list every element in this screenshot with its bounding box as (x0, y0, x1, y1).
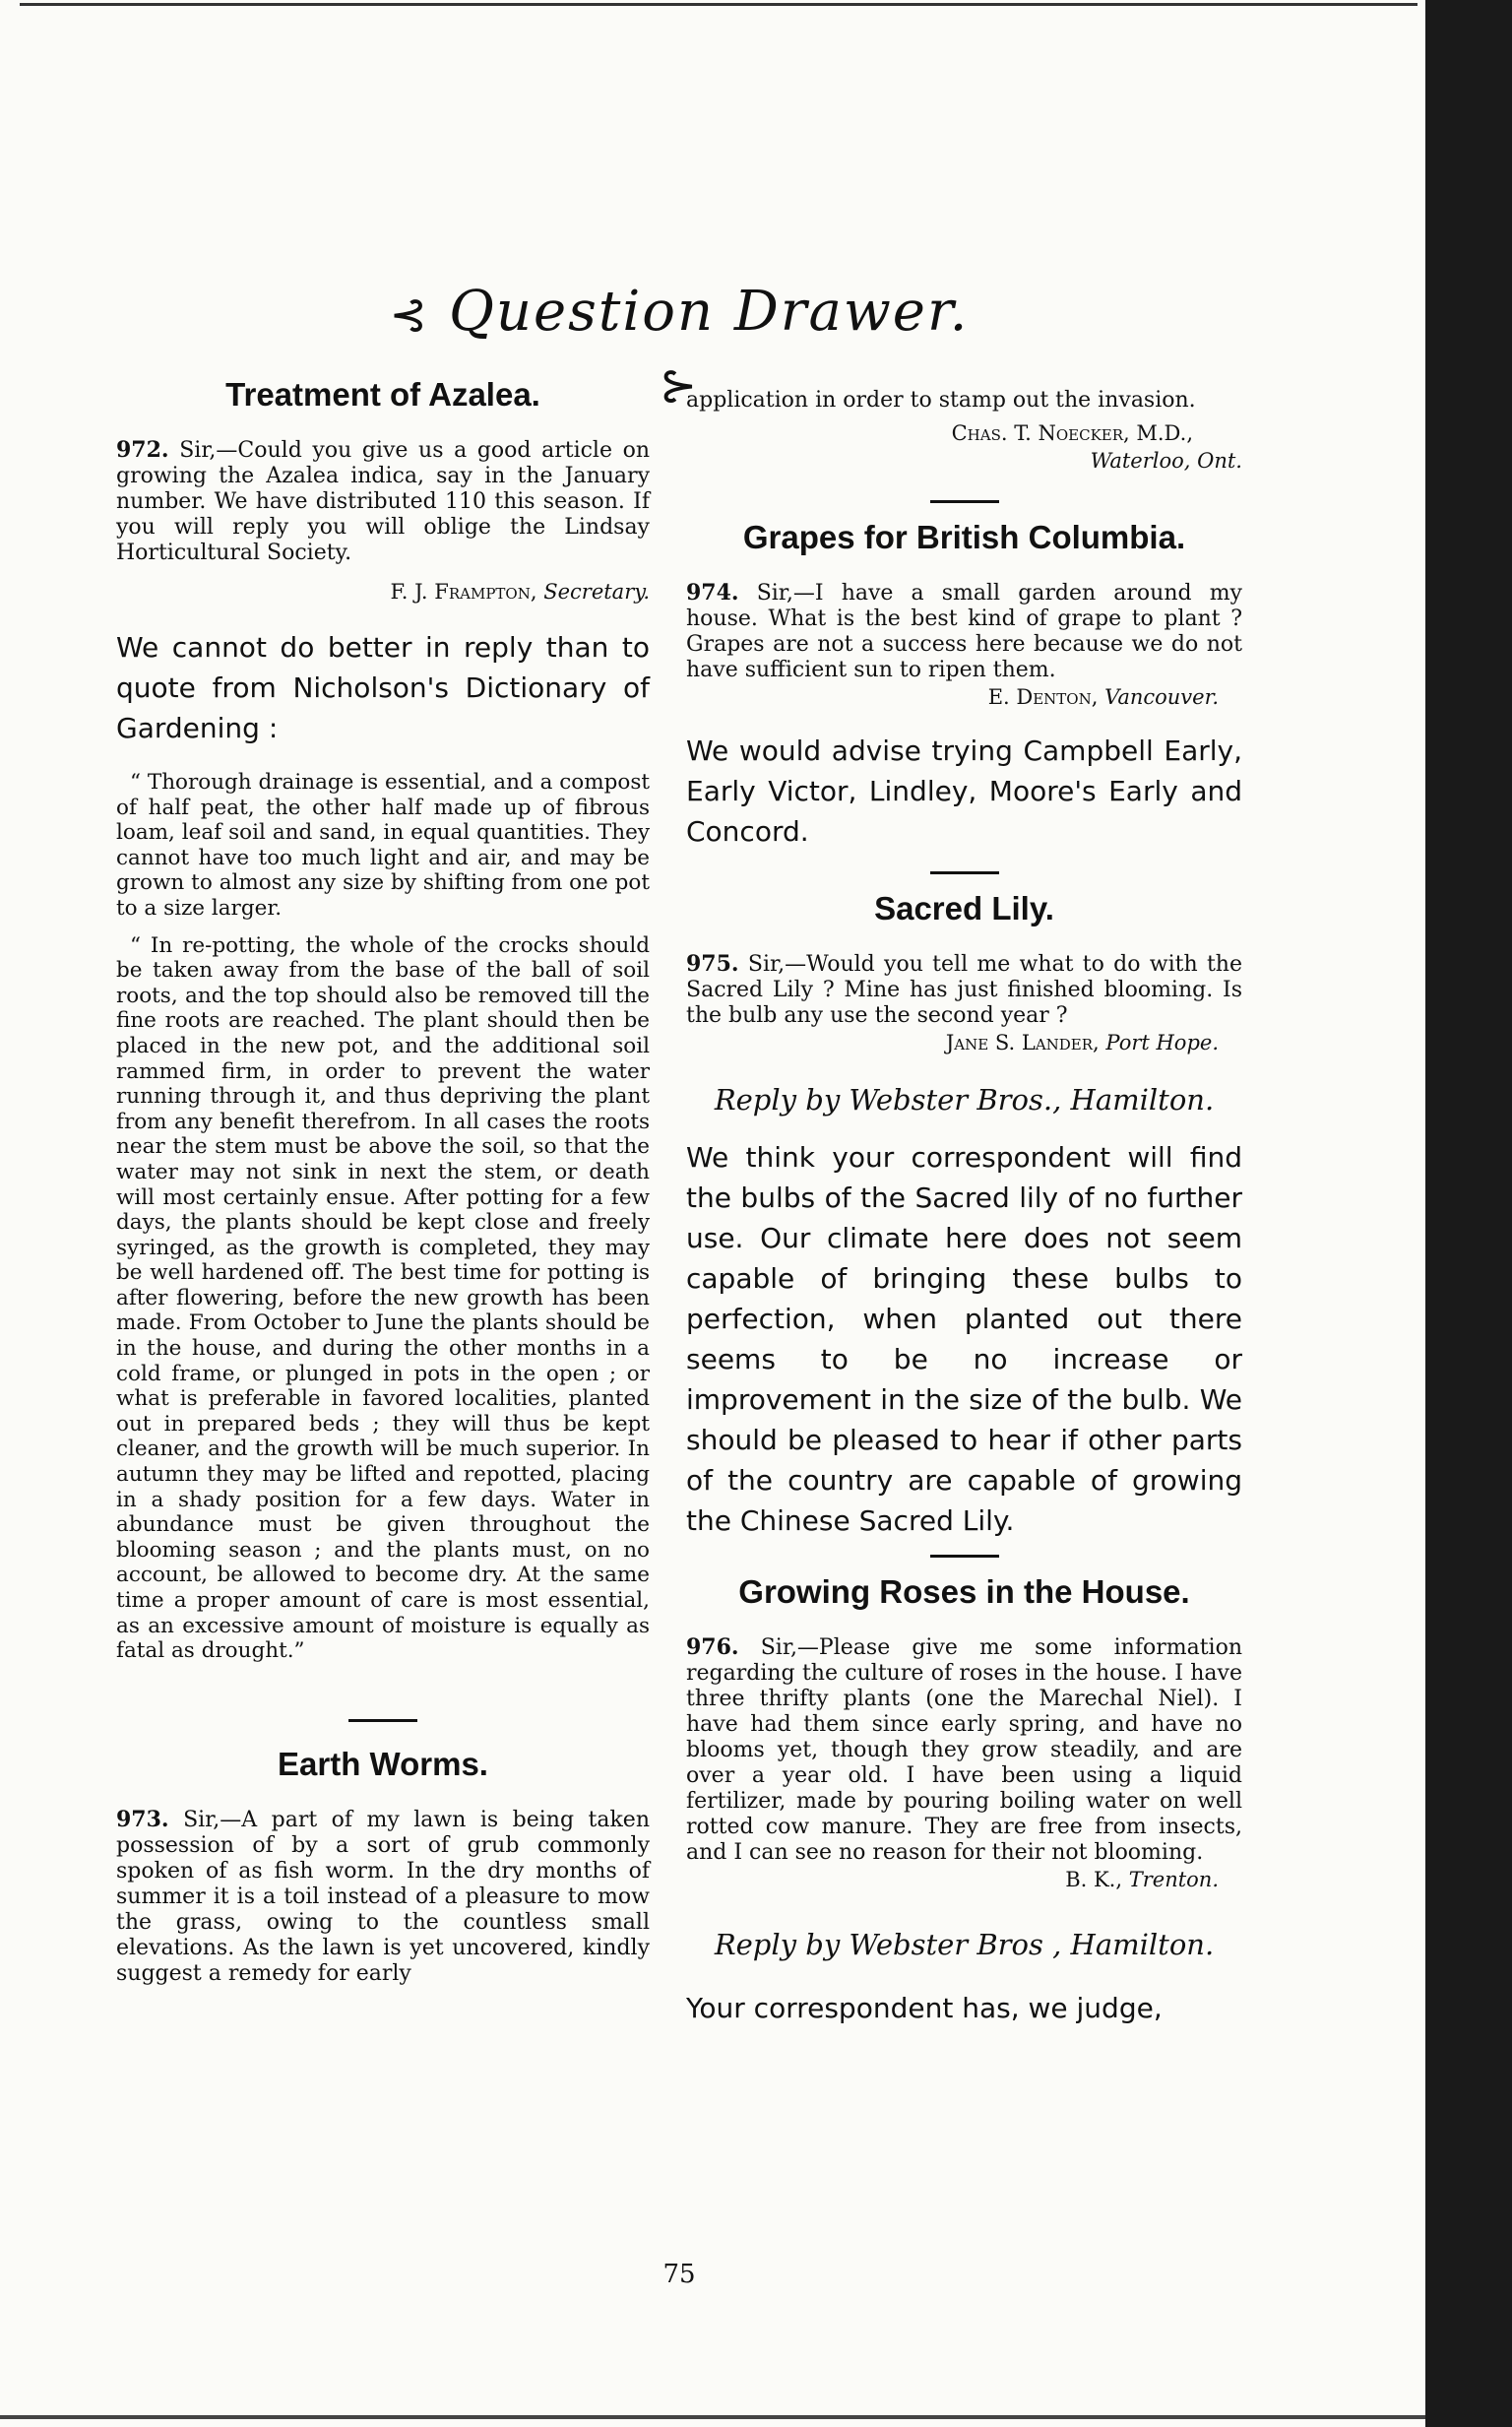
question-text: Sir,—Please give me some information regarding the culture of roses in the house. I have three thrifty plants (one the Marechal Niel). I have had them since early spring, and have no blooms yet, though they grow steadily, and are over a year old. I have been using a liquid fertilizer, made by pouring boiling water on well rotted cow manure. They are free from insects, and I can see no reason for their not blooming. (686, 1635, 1242, 1865)
azalea-question (116, 437, 650, 566)
azalea-quote-1: “ Thorough drainage is essential, and a compost of half peat, the other half made up of fibrous loam, leaf soil and sand, in equal quantities. They cannot have too much light and air, and may be grown to almost any size by shifting from one pot to a size larger. (116, 770, 650, 921)
lily-question (686, 951, 1242, 1029)
section-divider (348, 1719, 417, 1722)
question-number: 974. (686, 580, 739, 606)
azalea-quote-2: “ In re-potting, the whole of the crocks should be taken away from the base of the ball of soil roots, and the top should also be removed till the fine roots are reached. The plant should then be placed in the new pot, and the additional soil rammed firm, in order to prevent the water running through it, and thus depriving the plant from any benefit therefrom. In all cases the roots near the stem must be above the soil, so that the water may not sink in next the stem, or death will most certainly ensue. After potting for a few days, the plants should be kept close and freely syringed, as the growth is completed, they may be well hardened off. The best time for potting is after flowering, before the new growth has been made. From October to June the plants should be in the house, and during the other months in a cold frame, or plunged in pots in the open ; or what is preferable in favored localities, planted out in prepared beds ; they will thus be kept cleaner, and the growth will be much superior. In autumn they may be lifted and repotted, placing in a shady position for a few days. Water in abundance must be given throughout the blooming season ; and the plants must, on no account, be allowed to become dry. At the same time a proper amount of care is most essential, as an excessive amount of moisture is equally as fatal as drought.” (116, 932, 650, 1664)
question-text: Sir,—A part of my lawn is being taken possession of by a sort of grub commonly spoken of as fish worm. In the dry months of summer it is a toil instead of a pleasure to mow the grass, owing to the countless small elevations. As the lawn is yet uncovered, kindly suggest a remedy for early (116, 1807, 650, 1986)
worms-signature-name: Chas. T. Noecker, M.D., (951, 421, 1193, 445)
section-divider (930, 1555, 999, 1558)
top-border (20, 3, 1418, 6)
lily-answer: We think your correspondent will find the bulbs of the Sacred lily of no further use. Our climate here does not seem capable of bringing these bulbs to perfection, when planted out there seems to be no increase or improvement in the size of the bulb. We should be pleased to hear if other parts of the country are capable of growing the Chinese Sacred Lily. (686, 1141, 1242, 1537)
lily-title: Sacred Lily. (874, 890, 1054, 926)
signature-name: F. J. Frampton, (390, 580, 537, 604)
worms-signature-place (686, 447, 1242, 475)
azalea-title: Treatment of Azalea. (225, 376, 540, 413)
question-number: 973. (116, 1806, 169, 1832)
right-ornament: ⊱ (659, 358, 700, 412)
lily-reply-by: Reply by Webster Bros., Hamilton. (714, 1083, 1215, 1117)
section-title: Question Drawer. (448, 280, 970, 344)
roses-title: Growing Roses in the House. (738, 1573, 1190, 1610)
roses-reply-by: Reply by Webster Bros , Hamilton. (714, 1928, 1215, 1961)
right-column (686, 374, 1242, 2028)
question-text: Sir,—I have a small garden around my house. What is the best kind of grape to plant ? Grapes are not a success here because we do not have sufficient sun to ripen them. (686, 581, 1242, 682)
question-number: 975. (686, 951, 739, 977)
signature-place: Trenton. (1128, 1868, 1219, 1891)
left-ornament: ⊰ (389, 287, 430, 341)
page-number: 75 (662, 2260, 696, 2289)
azalea-signature (116, 578, 650, 606)
grapes-signature (686, 683, 1219, 711)
question-number: 972. (116, 437, 169, 463)
section-divider (930, 500, 999, 503)
signature-name: B. K., (1065, 1868, 1123, 1891)
question-text: Sir,—Would you tell me what to do with the Sacred Lily ? Mine has just finished blooming. Is the bulb any use the second year ? (686, 952, 1242, 1028)
azalea-answer: We cannot do better in reply than to quote from Nicholson's Dictionary of Gardening : (116, 631, 650, 744)
roses-signature (686, 1866, 1219, 1893)
worms-question (116, 1807, 650, 1987)
signature-name: E. Denton, (987, 685, 1099, 709)
left-column (116, 374, 650, 1987)
signature-place: Vancouver. (1104, 685, 1219, 709)
roses-question (686, 1634, 1242, 1866)
bottom-border (0, 2415, 1425, 2419)
roses-answer: Your correspondent has, we judge, (686, 1992, 1163, 2024)
grapes-title: Grapes for British Columbia. (742, 519, 1186, 555)
grapes-question (686, 580, 1242, 683)
signature-place: Waterloo, Ont. (1090, 449, 1242, 473)
lily-signature (686, 1029, 1219, 1056)
section-divider (930, 871, 999, 874)
signature-name: Jane S. Lander, (945, 1031, 1100, 1054)
signature-role: Secretary. (543, 580, 650, 604)
worms-title: Earth Worms. (278, 1745, 488, 1782)
question-number: 976. (686, 1634, 739, 1660)
worms-continuation: application in order to stamp out the invasion. (686, 388, 1196, 413)
question-text: Sir,—Could you give us a good article on growing the Azalea indica, say in the January number. We have distributed 110 this season. If you will reply you will oblige the Lindsay Horticultural Society. (116, 438, 650, 565)
signature-place: Port Hope. (1105, 1031, 1219, 1054)
grapes-answer: We would advise trying Campbell Early, Early Victor, Lindley, Moore's Early and Concord. (686, 734, 1242, 848)
